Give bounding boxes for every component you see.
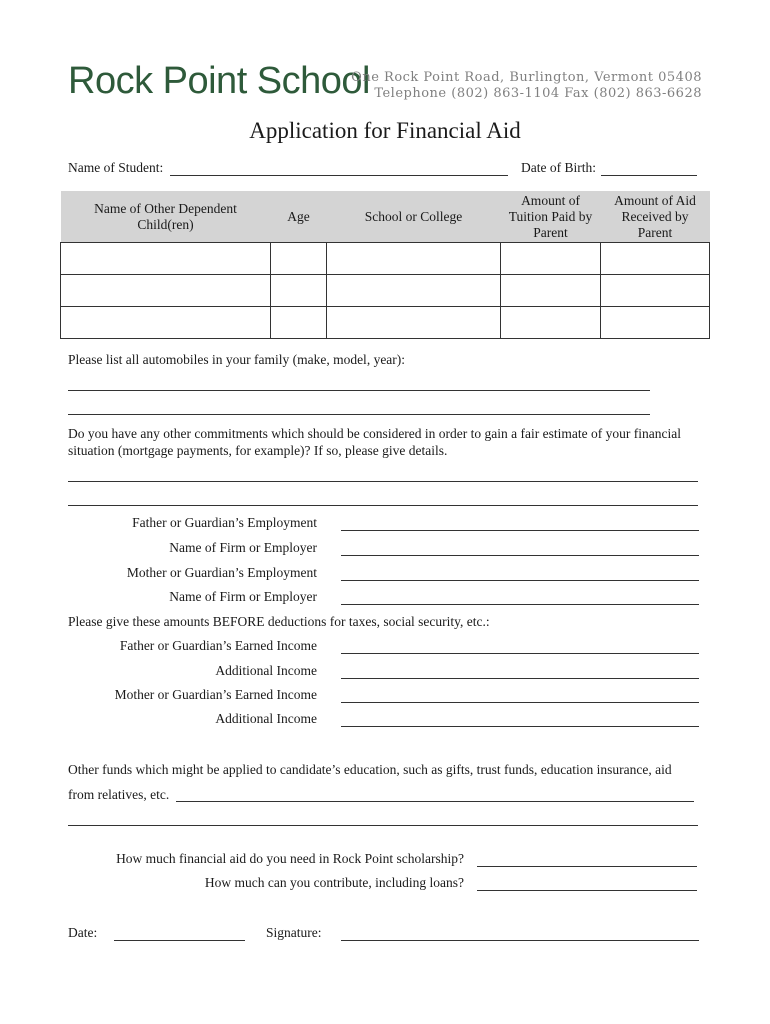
cell-tuition[interactable] xyxy=(501,243,601,275)
school-logo: Rock Point School xyxy=(68,60,370,102)
commitments-line-1[interactable] xyxy=(68,481,698,482)
father-firm-label: Name of Firm or Employer xyxy=(169,540,317,555)
dob-field[interactable] xyxy=(601,175,697,176)
father-income-field[interactable] xyxy=(341,653,699,654)
table-row xyxy=(61,275,710,307)
date-field[interactable] xyxy=(114,940,245,941)
automobiles-prompt: Please list all automobiles in your family (make, model, year): xyxy=(68,352,406,367)
col-header-age: Age xyxy=(271,191,327,243)
student-name-label: Name of Student: xyxy=(68,160,164,175)
father-additional-label: Additional Income xyxy=(215,663,317,678)
col-header-school: School or College xyxy=(327,191,501,243)
school-address xyxy=(351,70,702,102)
cell-school[interactable] xyxy=(327,275,501,307)
table-row xyxy=(61,243,710,275)
cell-aid[interactable] xyxy=(601,243,710,275)
cell-school[interactable] xyxy=(327,307,501,339)
mother-firm-label: Name of Firm or Employer xyxy=(169,589,317,604)
contribution-field[interactable] xyxy=(477,890,697,891)
col-header-tuition: Amount of Tuition Paid by Parent xyxy=(501,191,601,243)
cell-aid[interactable] xyxy=(601,307,710,339)
automobiles-line-1[interactable] xyxy=(68,390,650,391)
student-name-field[interactable] xyxy=(170,175,508,176)
signature-field[interactable] xyxy=(341,940,699,941)
cell-tuition[interactable] xyxy=(501,307,601,339)
col-header-aid: Amount of Aid Received by Parent xyxy=(601,191,710,243)
cell-age[interactable] xyxy=(271,275,327,307)
automobiles-line-2[interactable] xyxy=(68,414,650,415)
address-line: One Rock Point Road, Burlington, Vermont 05408 xyxy=(351,70,702,85)
cell-age[interactable] xyxy=(271,307,327,339)
aid-needed-label: How much financial aid do you need in Rock Point scholarship? xyxy=(116,851,464,866)
dependents-table xyxy=(60,191,710,339)
other-funds-prompt: Other funds which might be applied to candidate’s education, such as gifts, trust funds, education insurance, aid xyxy=(68,762,672,777)
mother-additional-label: Additional Income xyxy=(215,711,317,726)
other-funds-line-1[interactable] xyxy=(176,801,694,802)
cell-tuition[interactable] xyxy=(501,275,601,307)
cell-school[interactable] xyxy=(327,243,501,275)
cell-name[interactable] xyxy=(61,243,271,275)
cell-name[interactable] xyxy=(61,275,271,307)
commitments-line-2[interactable] xyxy=(68,505,698,506)
father-employment-field[interactable] xyxy=(341,530,699,531)
col-header-name: Name of Other Dependent Child(ren) xyxy=(61,191,271,243)
other-funds-line-2[interactable] xyxy=(68,825,698,826)
father-additional-field[interactable] xyxy=(341,678,699,679)
deductions-prompt: Please give these amounts BEFORE deductions for taxes, social security, etc.: xyxy=(68,614,490,629)
table-row xyxy=(61,307,710,339)
signature-label: Signature: xyxy=(266,925,322,940)
mother-additional-field[interactable] xyxy=(341,726,699,727)
date-label: Date: xyxy=(68,925,98,940)
table-header-row xyxy=(61,191,710,243)
cell-name[interactable] xyxy=(61,307,271,339)
contribution-label: How much can you contribute, including loans? xyxy=(204,875,464,890)
mother-employment-label: Mother or Guardian’s Employment xyxy=(126,565,317,580)
mother-income-label: Mother or Guardian’s Earned Income xyxy=(114,687,317,702)
dob-label: Date of Birth: xyxy=(521,160,596,175)
father-employment-label: Father or Guardian’s Employment xyxy=(132,515,317,530)
father-firm-field[interactable] xyxy=(341,555,699,556)
aid-needed-field[interactable] xyxy=(477,866,697,867)
mother-firm-field[interactable] xyxy=(341,604,699,605)
cell-aid[interactable] xyxy=(601,275,710,307)
father-income-label: Father or Guardian’s Earned Income xyxy=(119,638,317,653)
commitments-prompt: Do you have any other commitments which should be considered in order to gain a fair estimate of your financial situation (mortgage payments, for example)? If so, please give details. xyxy=(68,426,681,458)
mother-income-field[interactable] xyxy=(341,702,699,703)
mother-employment-field[interactable] xyxy=(341,580,699,581)
form-title: Application for Financial Aid xyxy=(249,118,521,143)
phone-fax-line: Telephone (802) 863-1104 Fax (802) 863-6628 xyxy=(374,86,702,101)
cell-age[interactable] xyxy=(271,243,327,275)
other-funds-prompt-cont: from relatives, etc. xyxy=(68,787,170,802)
